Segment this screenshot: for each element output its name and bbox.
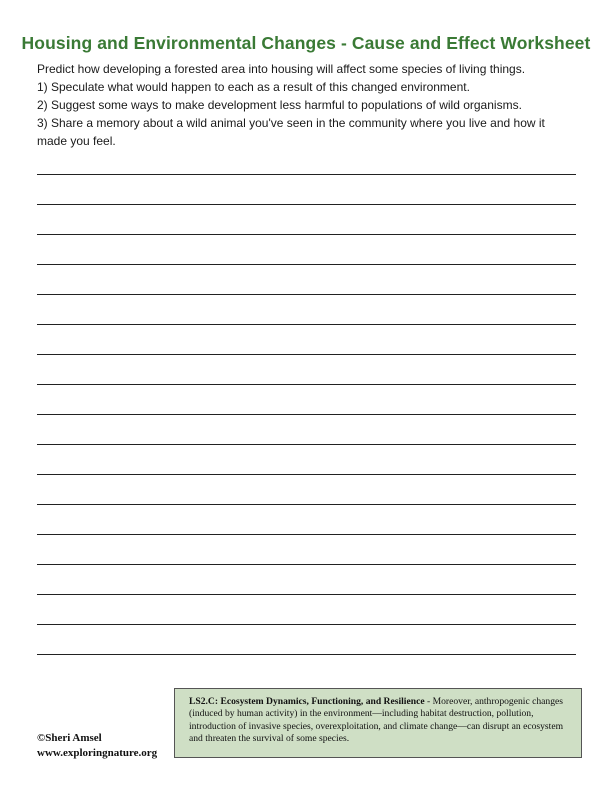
question-3: 3) Share a memory about a wild animal you've seen in the community where you live and how it made you feel. [37,116,545,148]
worksheet-title: Housing and Environmental Changes - Cause and Effect Worksheet [21,33,591,53]
answer-line[interactable] [37,474,576,504]
answer-line[interactable] [37,504,576,534]
answer-lines [37,174,576,655]
answer-line[interactable] [37,594,576,624]
answer-line[interactable] [37,174,576,204]
answer-line[interactable] [37,444,576,474]
footer-credits [37,731,157,761]
standard-text: - Moreover, anthropogenic changes (induced by human activity) in the environment—including habitat destruction, pollution, introduction of invasive species, overexploitation, and climate change—can disrupt an ecosystem and threaten the survival of some species. [189,696,564,745]
answer-line[interactable] [37,204,576,234]
answer-line[interactable] [37,414,576,444]
standard-code: LS2.C: Ecosystem Dynamics, Functioning, and Resilience [189,696,425,707]
website-url: www.exploringnature.org [37,747,158,759]
instructions-intro: Predict how developing a forested area into housing will affect some species of living things. [37,62,526,76]
answer-line[interactable] [37,624,576,654]
answer-line[interactable] [37,384,576,414]
answer-line[interactable] [37,654,576,655]
question-1: 1) Speculate what would happen to each as a result of this changed environment. [37,80,470,94]
answer-line[interactable] [37,564,576,594]
answer-line[interactable] [37,354,576,384]
answer-line[interactable] [37,294,576,324]
answer-line[interactable] [37,534,576,564]
question-2: 2) Suggest some ways to make development less harmful to populations of wild organisms. [37,98,522,112]
answer-line[interactable] [37,324,576,354]
instructions [37,60,577,150]
answer-line[interactable] [37,234,576,264]
copyright-text: ©Sheri Amsel [37,732,102,744]
standard-box [174,688,582,758]
answer-line[interactable] [37,264,576,294]
